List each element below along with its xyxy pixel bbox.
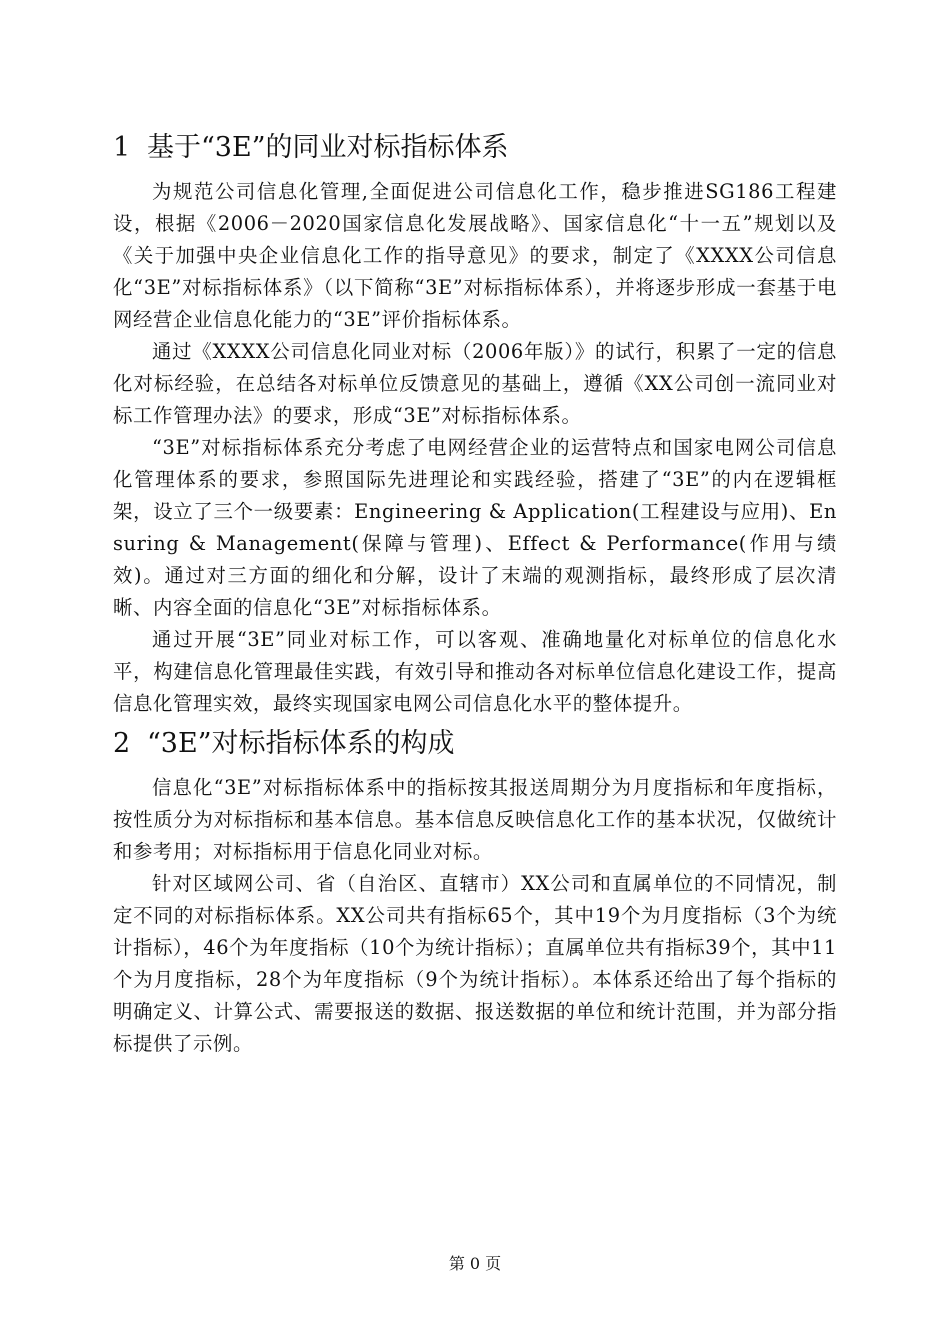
section-number: 2 <box>113 728 131 759</box>
paragraph: “3E”对标指标体系充分考虑了电网经营企业的运营特点和国家电网公司信息化管理体系的要求，参照国际先进理论和实践经验，搭建了“3E”的内在逻辑框架，设立了三个一级要素：Engineering & Application(工程建设与应用)、Ensuring & Management(保障与管理)、Effect & Performance(作用与绩效)。通过对三方面的细化和分解，设计了末端的观测指标，最终形成了层次清晰、内容全面的信息化“3E”对标指标体系。 <box>113 436 837 619</box>
paragraph: 信息化“3E”对标指标体系中的指标按其报送周期分为月度指标和年度指标，按性质分为对标指标和基本信息。基本信息反映信息化工作的基本状况，仅做统计和参考用；对标指标用于信息化同业对标。 <box>113 776 837 863</box>
paragraph: 通过《XXXX公司信息化同业对标（2006年版）》的试行，积累了一定的信息化对标经验，在总结各对标单位反馈意见的基础上，遵循《XX公司创一流同业对标工作管理办法》的要求，形成“3E”对标指标体系。 <box>113 340 837 427</box>
page-number: 第 0 页 <box>448 1254 502 1273</box>
section-heading-1 <box>113 128 837 168</box>
paragraph: 通过开展“3E”同业对标工作，可以客观、准确地量化对标单位的信息化水平，构建信息化管理最佳实践，有效引导和推动各对标单位信息化建设工作，提高信息化管理实效，最终实现国家电网公司信息化水平的整体提升。 <box>113 628 837 715</box>
paragraph: 针对区域网公司、省（自治区、直辖市）XX公司和直属单位的不同情况，制定不同的对标指标体系。XX公司共有指标65个，其中19个为月度指标（3个为统计指标），46个为年度指标（10个为统计指标）；直属单位共有指标39个，其中11个为月度指标，28个为年度指标（9个为统计指标）。本体系还给出了每个指标的明确定义、计算公式、需要报送的数据、报送数据的单位和统计范围，并为部分指标提供了示例。 <box>113 872 837 1055</box>
page-footer <box>0 1254 950 1274</box>
paragraph: 为规范公司信息化管理,全面促进公司信息化工作，稳步推进SG186工程建设，根据《2006－2020国家信息化发展战略》、国家信息化“十一五”规划以及《关于加强中央企业信息化工作的指导意见》的要求，制定了《XXXX公司信息化“3E”对标指标体系》（以下简称“3E”对标指标体系），并将逐步形成一套基于电网经营企业信息化能力的“3E”评价指标体系。 <box>113 180 837 331</box>
section-title: “3E”对标指标体系的构成 <box>147 728 455 759</box>
section-heading-2 <box>113 724 837 764</box>
section-title: 基于“3E”的同业对标指标体系 <box>147 132 509 163</box>
section-number: 1 <box>113 132 131 163</box>
document-body <box>113 128 837 1060</box>
